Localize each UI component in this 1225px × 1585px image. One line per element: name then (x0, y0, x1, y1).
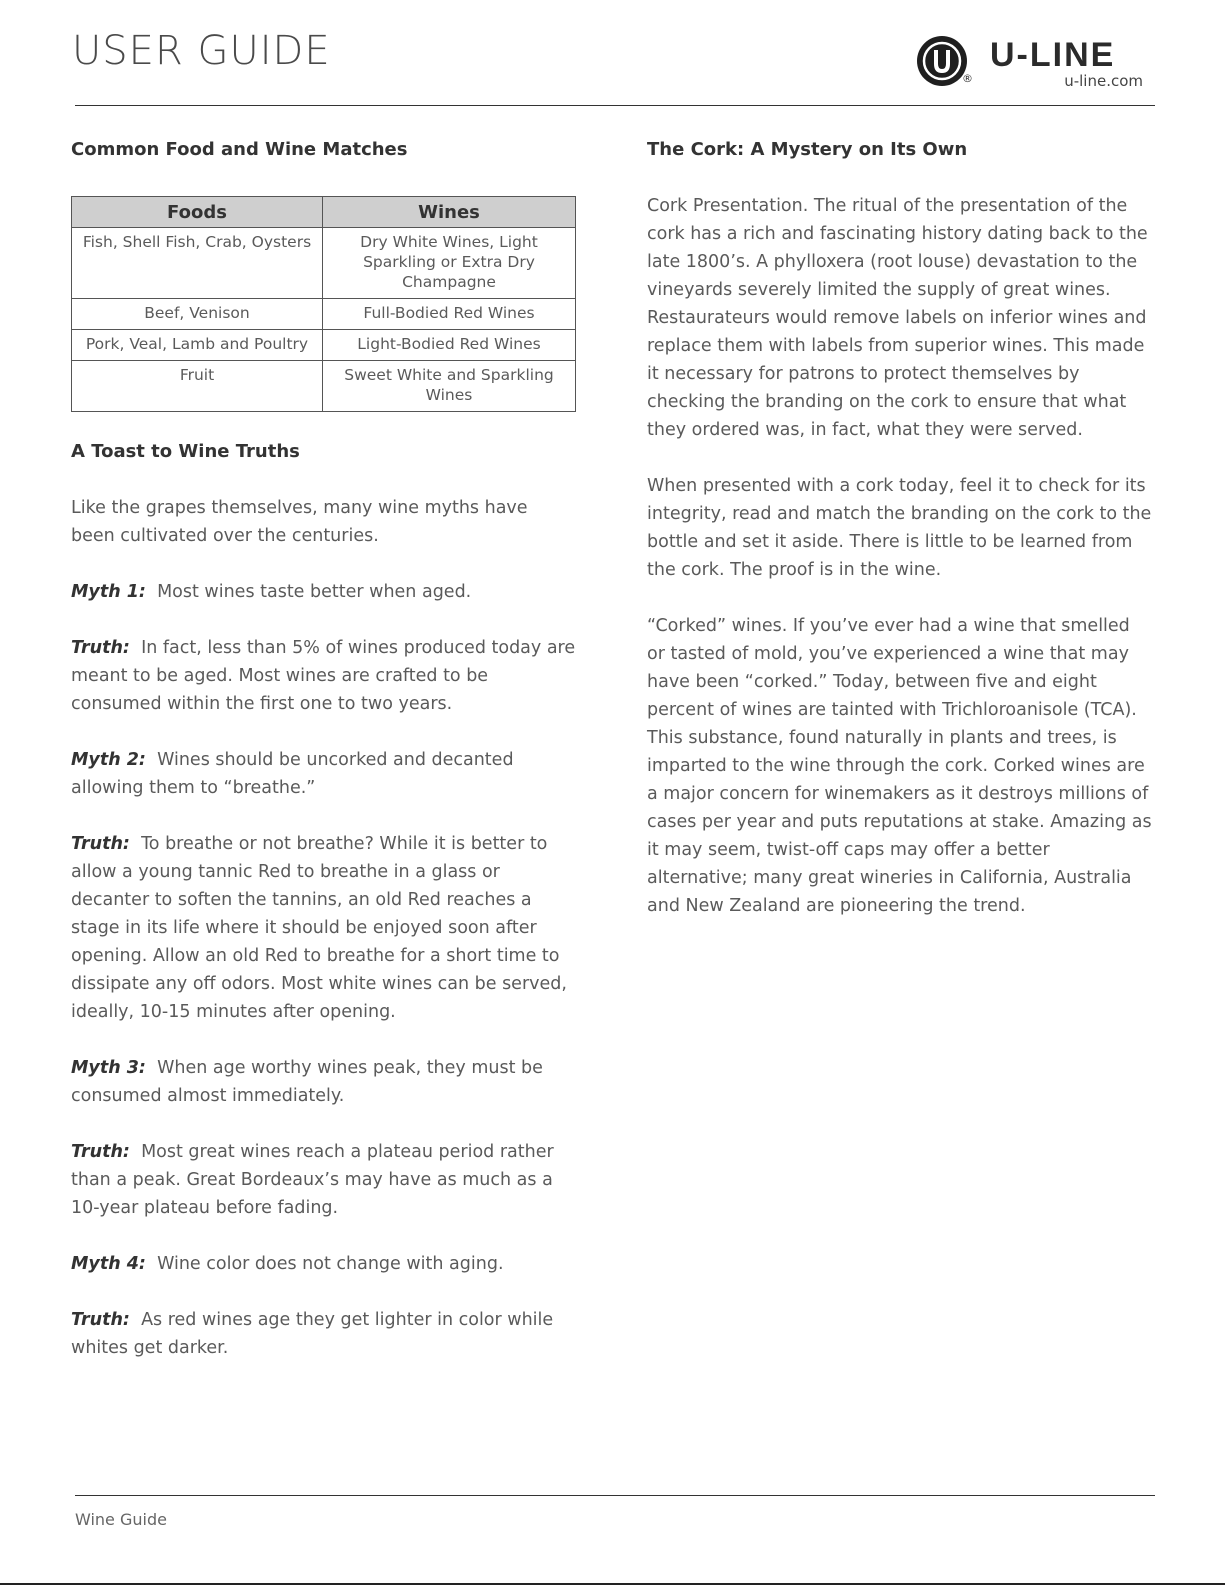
brand-url: u-line.com (1064, 72, 1143, 90)
toast-heading: A Toast to Wine Truths (71, 441, 300, 462)
table-header-foods: Foods (72, 197, 323, 228)
truth-text: As red wines age they get lighter in color while whites get darker. (71, 1310, 554, 1358)
wine-cell: Light-Bodied Red Wines (323, 330, 576, 361)
truth-label: Truth: (71, 1142, 130, 1162)
table-header-wines: Wines (323, 197, 576, 228)
registered-mark: ® (962, 72, 973, 85)
intro-paragraph: Like the grapes themselves, many wine myths have been cultivated over the centuries. (71, 498, 528, 546)
cork-heading: The Cork: A Mystery on Its Own (647, 139, 968, 160)
food-cell: Pork, Veal, Lamb and Poultry (72, 330, 323, 361)
myth-label: Myth 2: (71, 750, 146, 770)
myth-text: Most wines taste better when aged. (157, 582, 472, 602)
food-cell: Fish, Shell Fish, Crab, Oysters (72, 228, 323, 299)
footer-divider (75, 1495, 1155, 1496)
truth-text: Most great wines reach a plateau period rather than a peak. Great Bordeaux’s may have as much as a 10-year plateau before fading. (71, 1142, 554, 1218)
header-divider (75, 105, 1155, 106)
cork-paragraph: “Corked” wines. If you’ve ever had a wine that smelled or tasted of mold, you’ve experienced a wine that may have been “corked.” Today, between five and eight percent of wines are tainted with Trichloroanisole (TCA). This substance, found naturally in plants and trees, is imparted to the wine through the cork. Corked wines are a major concern for winemakers as it destroys millions of cases per year and puts reputations at stake. Amazing as it may seem, twist-off caps may offer a better alternative; many great wineries in California, Australia and New Zealand are pioneering the trend. (647, 616, 1152, 916)
truth-1 (71, 634, 576, 718)
table-row (72, 299, 576, 330)
table-row (72, 228, 576, 299)
myth-4 (71, 1250, 576, 1278)
wine-cell: Dry White Wines, Light Sparkling or Extra Dry Champagne (323, 228, 576, 299)
truth-label: Truth: (71, 638, 130, 658)
cork-paragraph: When presented with a cork today, feel it to check for its integrity, read and match the branding on the cork to the bottle and set it aside. There is little to be learned from the cork. The proof is in the wine. (647, 476, 1152, 580)
table-row (72, 330, 576, 361)
myth-text: Wines should be uncorked and decanted allowing them to “breathe.” (71, 750, 514, 798)
left-column (71, 138, 576, 1362)
myth-text: Wine color does not change with aging. (157, 1254, 504, 1274)
brand-logo (915, 30, 1155, 90)
truth-label: Truth: (71, 1310, 130, 1330)
table-row (72, 361, 576, 412)
table-heading: Common Food and Wine Matches (71, 139, 408, 160)
cork-paragraph: Cork Presentation. The ritual of the presentation of the cork has a rich and fascinating history dating back to the late 1800’s. A phylloxera (root louse) devastation to the vineyards severely limited the supply of great wines. Restaurateurs would remove labels on inferior wines and replace them with labels from superior wines. This made it necessary for patrons to protect themselves by checking the branding on the cork to ensure that what they ordered was, in fact, what they were served. (647, 196, 1148, 440)
truth-4 (71, 1306, 576, 1362)
page-title: USER GUIDE (72, 28, 331, 74)
myth-label: Myth 3: (71, 1058, 146, 1078)
food-wine-table (71, 196, 576, 412)
truth-text: To breathe or not breathe? While it is better to allow a young tannic Red to breathe in a glass or decanter to soften the tannins, an old Red reaches a stage in its life where it should be enjoyed soon after opening. Allow an old Red to breathe for a short time to dissipate any off odors. Most white wines can be served, ideally, 10-15 minutes after opening. (71, 834, 567, 1022)
food-cell: Fruit (72, 361, 323, 412)
myth-label: Myth 4: (71, 1254, 146, 1274)
truth-label: Truth: (71, 834, 130, 854)
truth-text: In fact, less than 5% of wines produced today are meant to be aged. Most wines are crafted to be consumed within the first one to two years. (71, 638, 576, 714)
footer-label: Wine Guide (75, 1510, 167, 1529)
myth-label: Myth 1: (71, 582, 146, 602)
right-column (647, 138, 1152, 920)
food-cell: Beef, Venison (72, 299, 323, 330)
myth-3 (71, 1054, 576, 1110)
brand-name: U-LINE (990, 36, 1116, 74)
wine-cell: Full-Bodied Red Wines (323, 299, 576, 330)
wine-cell: Sweet White and Sparkling Wines (323, 361, 576, 412)
truth-3 (71, 1138, 576, 1222)
myth-2 (71, 746, 576, 802)
myth-text: When age worthy wines peak, they must be consumed almost immediately. (71, 1058, 543, 1106)
truth-2 (71, 830, 576, 1026)
myth-1 (71, 578, 576, 606)
